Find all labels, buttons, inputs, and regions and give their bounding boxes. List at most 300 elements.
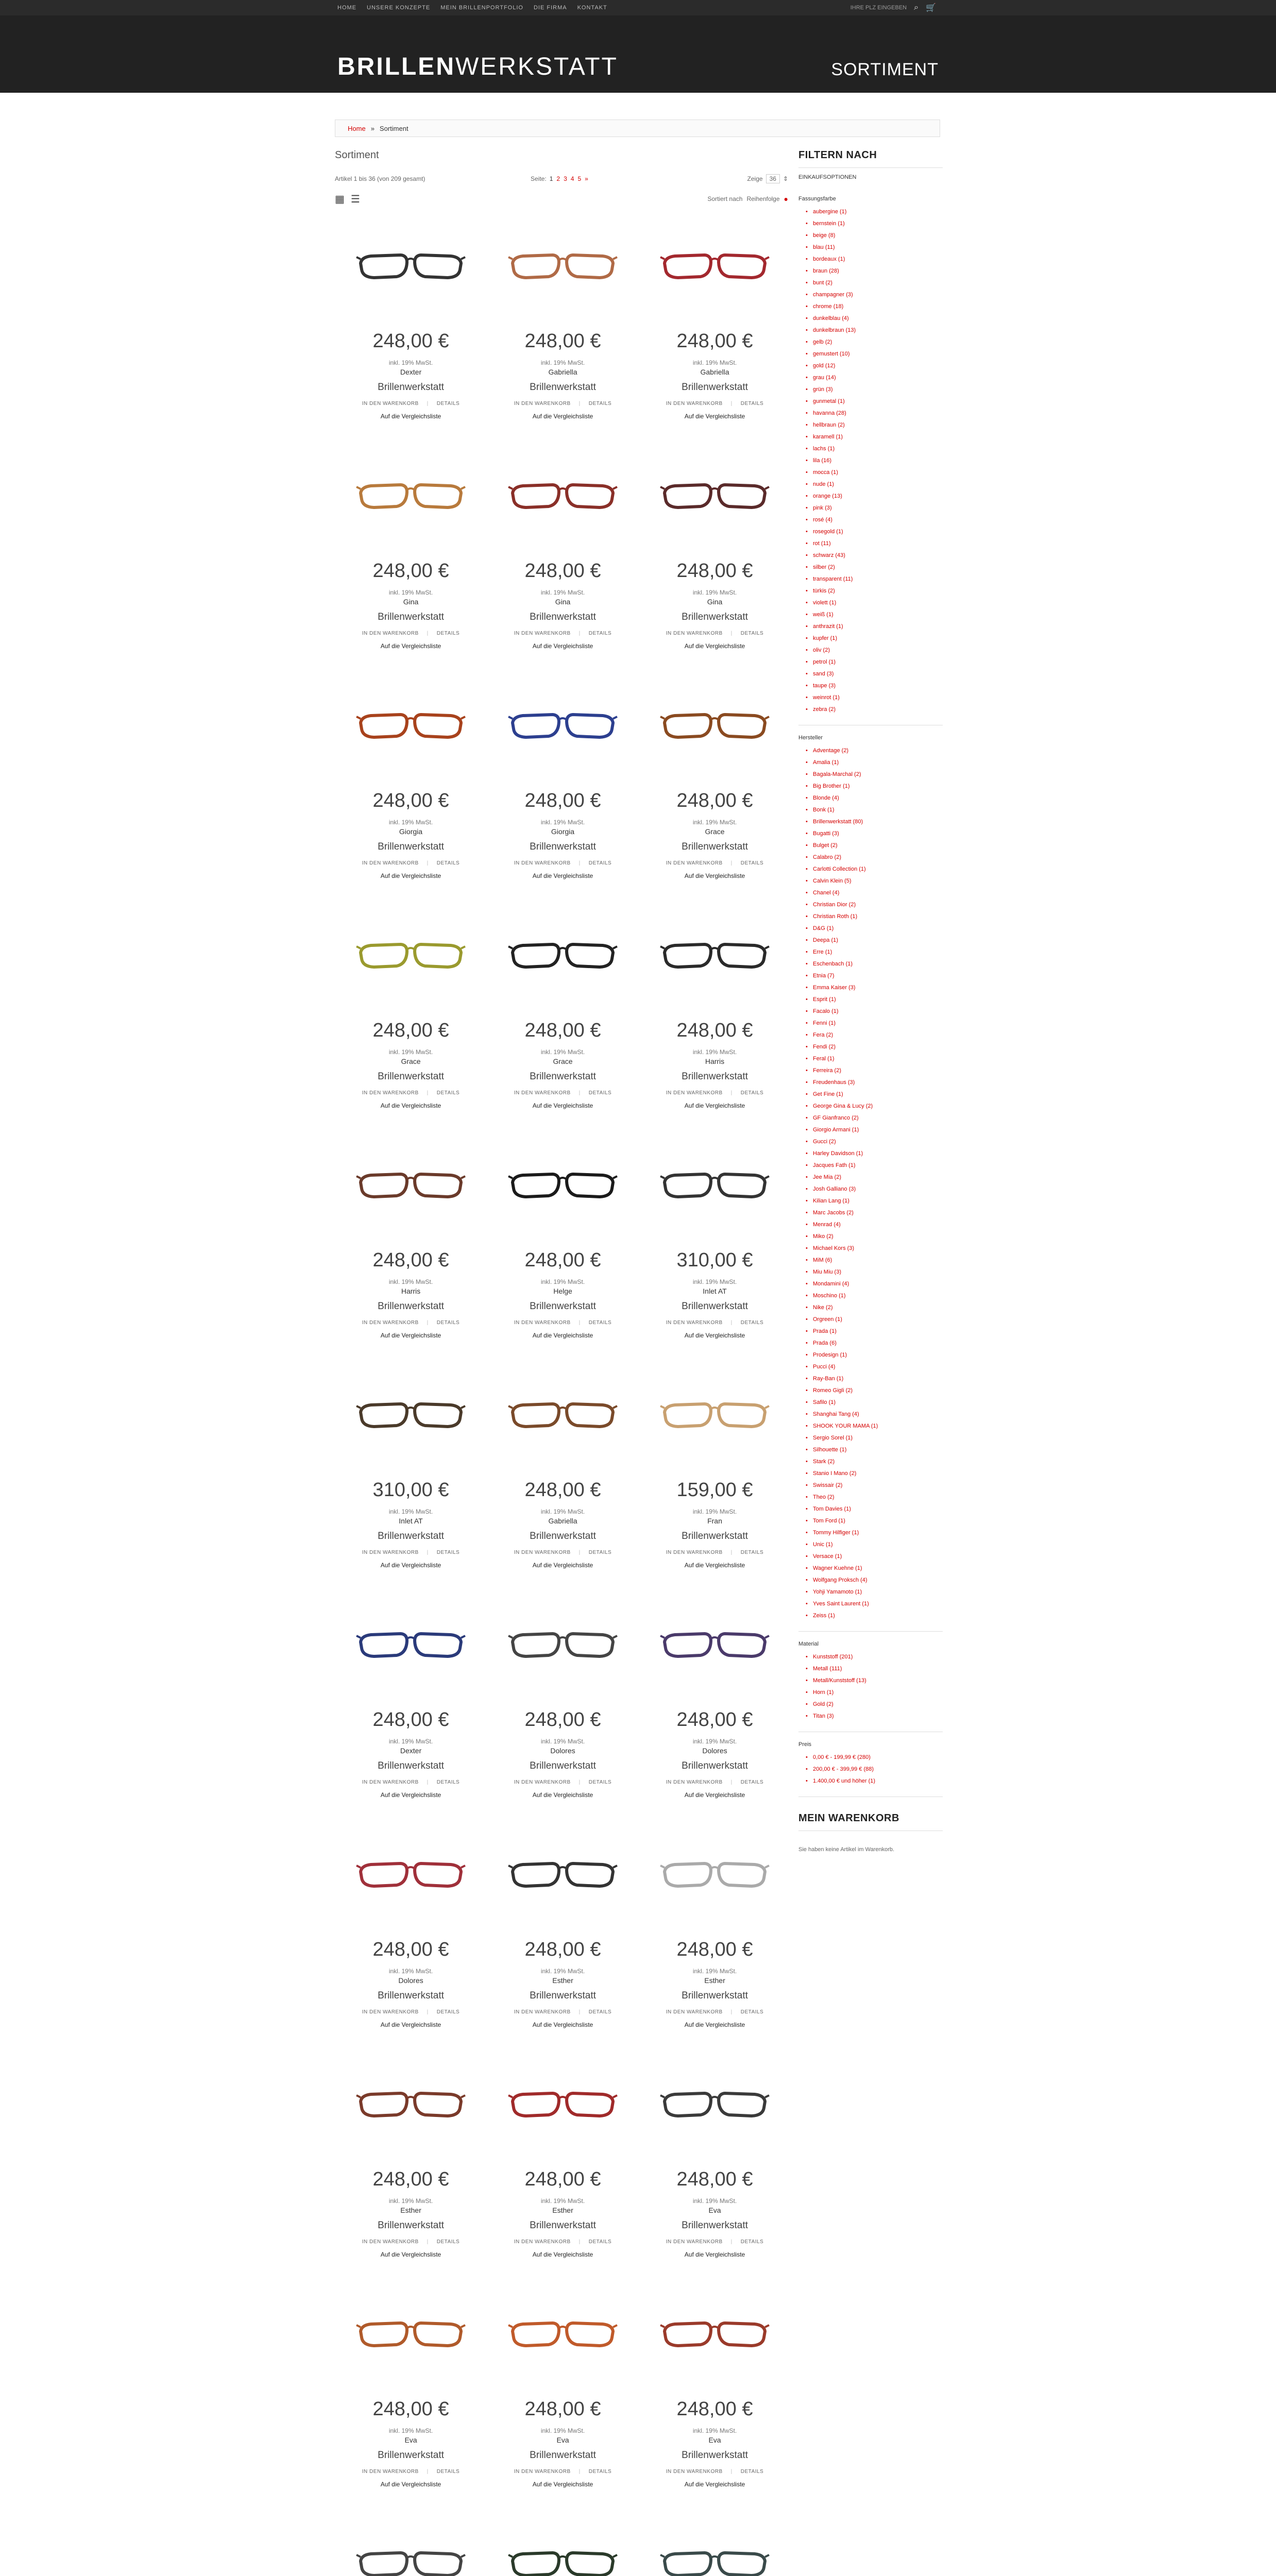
nav-konzepte[interactable]: UNSERE KONZEPTE: [367, 5, 431, 11]
show-select[interactable]: 36: [766, 174, 780, 183]
filter-material-item[interactable]: • Titan (3): [798, 1710, 943, 1722]
filter-color-item[interactable]: • bernstein (1): [798, 218, 943, 230]
glasses-image[interactable]: [507, 2540, 618, 2576]
filter-maker-item[interactable]: • Freudenhaus (3): [798, 1077, 943, 1089]
page-5[interactable]: 5: [577, 175, 582, 182]
product-name[interactable]: Gina: [707, 598, 723, 606]
details-link[interactable]: DETAILS: [740, 1320, 764, 1326]
add-to-cart-link[interactable]: IN DEN WARENKORB: [514, 1550, 571, 1555]
details-link[interactable]: DETAILS: [588, 1320, 612, 1326]
compare-link[interactable]: Auf die Vergleichsliste: [532, 2251, 593, 2258]
filter-color-item[interactable]: • aubergine (1): [798, 206, 943, 218]
product-card[interactable]: [639, 2285, 791, 2515]
product-name[interactable]: Dolores: [550, 1747, 575, 1755]
glasses-image[interactable]: [355, 2081, 466, 2127]
compare-link[interactable]: Auf die Vergleichsliste: [532, 1332, 593, 1339]
filter-material-item[interactable]: • Horn (1): [798, 1687, 943, 1699]
filter-color-item[interactable]: • lila (16): [798, 455, 943, 467]
product-card[interactable]: [335, 1136, 487, 1366]
details-link[interactable]: DETAILS: [740, 2239, 764, 2245]
filter-maker-item[interactable]: • Deepa (1): [798, 935, 943, 946]
filter-color-item[interactable]: • oliv (2): [798, 645, 943, 656]
filter-color-item[interactable]: • anthrazit (1): [798, 621, 943, 633]
details-link[interactable]: DETAILS: [588, 631, 612, 636]
filter-maker-item[interactable]: • Etnia (7): [798, 970, 943, 982]
filter-maker-item[interactable]: • Michael Kors (3): [798, 1243, 943, 1255]
filter-maker-item[interactable]: • Miu Miu (3): [798, 1266, 943, 1278]
filter-maker-item[interactable]: • Fenni (1): [798, 1018, 943, 1029]
cart-icon[interactable]: 🛒: [926, 4, 936, 12]
product-card[interactable]: [335, 1825, 487, 2055]
filter-maker-item[interactable]: • Feral (1): [798, 1053, 943, 1065]
filter-maker-item[interactable]: • Amalia (1): [798, 757, 943, 769]
details-link[interactable]: DETAILS: [436, 860, 460, 866]
add-to-cart-link[interactable]: IN DEN WARENKORB: [666, 1090, 723, 1096]
add-to-cart-link[interactable]: IN DEN WARENKORB: [666, 2239, 723, 2245]
compare-link[interactable]: Auf die Vergleichsliste: [380, 872, 441, 879]
product-card[interactable]: [639, 2055, 791, 2285]
grid-view-icon[interactable]: ▦: [335, 193, 345, 205]
product-name[interactable]: Giorgia: [551, 827, 575, 836]
page-next[interactable]: »: [585, 175, 588, 182]
product-card[interactable]: [639, 906, 791, 1136]
product-name[interactable]: Grace: [705, 827, 725, 836]
add-to-cart-link[interactable]: IN DEN WARENKORB: [666, 631, 723, 636]
filter-maker-item[interactable]: • Fera (2): [798, 1029, 943, 1041]
filter-maker-item[interactable]: • Theo (2): [798, 1492, 943, 1503]
glasses-image[interactable]: [507, 702, 618, 749]
filter-maker-item[interactable]: • Pucci (4): [798, 1361, 943, 1373]
filter-maker-item[interactable]: • Sergio Sorel (1): [798, 1432, 943, 1444]
add-to-cart-link[interactable]: IN DEN WARENKORB: [514, 631, 571, 636]
filter-maker-item[interactable]: • GF Gianfranco (2): [798, 1112, 943, 1124]
filter-maker-item[interactable]: • Calabro (2): [798, 852, 943, 863]
add-to-cart-link[interactable]: IN DEN WARENKORB: [362, 1550, 419, 1555]
details-link[interactable]: DETAILS: [740, 1090, 764, 1096]
details-link[interactable]: DETAILS: [588, 2009, 612, 2015]
compare-link[interactable]: Auf die Vergleichsliste: [380, 2251, 441, 2258]
filter-color-item[interactable]: • mocca (1): [798, 467, 943, 479]
product-name[interactable]: Harris: [705, 1057, 725, 1065]
add-to-cart-link[interactable]: IN DEN WARENKORB: [514, 860, 571, 866]
filter-color-item[interactable]: • türkis (2): [798, 585, 943, 597]
product-name[interactable]: Dexter: [400, 368, 422, 376]
filter-material-item[interactable]: • Gold (2): [798, 1699, 943, 1710]
details-link[interactable]: DETAILS: [436, 2469, 460, 2475]
filter-maker-item[interactable]: • Safilo (1): [798, 1397, 943, 1409]
product-name[interactable]: Gabriella: [548, 1517, 577, 1525]
compare-link[interactable]: Auf die Vergleichsliste: [684, 872, 745, 879]
filter-maker-item[interactable]: • Fendi (2): [798, 1041, 943, 1053]
product-card[interactable]: [335, 2515, 487, 2576]
filter-maker-item[interactable]: • Swissair (2): [798, 1480, 943, 1492]
product-card[interactable]: [335, 2285, 487, 2515]
filter-maker-item[interactable]: • Jee Mia (2): [798, 1172, 943, 1183]
product-card[interactable]: [335, 1596, 487, 1825]
compare-link[interactable]: Auf die Vergleichsliste: [684, 413, 745, 420]
glasses-image[interactable]: [507, 1851, 618, 1897]
filter-material-item[interactable]: • Metall (111): [798, 1663, 943, 1675]
details-link[interactable]: DETAILS: [588, 1780, 612, 1785]
glasses-image[interactable]: [355, 1851, 466, 1897]
filter-material-item[interactable]: • Metall/Kunststoff (13): [798, 1675, 943, 1687]
filter-maker-item[interactable]: • Menrad (4): [798, 1219, 943, 1231]
product-name[interactable]: Dolores: [398, 1976, 423, 1985]
filter-maker-item[interactable]: • Mondamini (4): [798, 1278, 943, 1290]
compare-link[interactable]: Auf die Vergleichsliste: [380, 1791, 441, 1799]
product-card[interactable]: [487, 906, 639, 1136]
glasses-image[interactable]: [355, 1392, 466, 1438]
filter-maker-item[interactable]: • Eschenbach (1): [798, 958, 943, 970]
filter-color-item[interactable]: • lachs (1): [798, 443, 943, 455]
filter-color-item[interactable]: • zebra (2): [798, 704, 943, 716]
filter-maker-item[interactable]: • Ferreira (2): [798, 1065, 943, 1077]
filter-maker-item[interactable]: • Stark (2): [798, 1456, 943, 1468]
compare-link[interactable]: Auf die Vergleichsliste: [532, 1791, 593, 1799]
product-card[interactable]: [487, 447, 639, 676]
product-name[interactable]: Esther: [704, 1976, 725, 1985]
filter-maker-item[interactable]: • Emma Kaiser (3): [798, 982, 943, 994]
filter-maker-item[interactable]: • Yves Saint Laurent (1): [798, 1598, 943, 1610]
filter-color-item[interactable]: • gunmetal (1): [798, 396, 943, 408]
filter-color-item[interactable]: • nude (1): [798, 479, 943, 490]
filter-color-item[interactable]: • sand (3): [798, 668, 943, 680]
filter-color-item[interactable]: • grau (14): [798, 372, 943, 384]
filter-color-item[interactable]: • bordeaux (1): [798, 253, 943, 265]
filter-maker-item[interactable]: • Stanio I Mano (2): [798, 1468, 943, 1480]
details-link[interactable]: DETAILS: [740, 1780, 764, 1785]
filter-maker-item[interactable]: • Erre (1): [798, 946, 943, 958]
product-name[interactable]: Gabriella: [700, 368, 729, 376]
nav-firma[interactable]: DIE FIRMA: [533, 5, 567, 11]
filter-maker-item[interactable]: • Facalo (1): [798, 1006, 943, 1018]
filter-price-item[interactable]: • 0,00 € - 199,99 € (280): [798, 1752, 943, 1764]
product-name[interactable]: Grace: [401, 1057, 421, 1065]
compare-link[interactable]: Auf die Vergleichsliste: [684, 2481, 745, 2488]
glasses-image[interactable]: [355, 2540, 466, 2576]
glasses-image[interactable]: [659, 472, 770, 519]
product-name[interactable]: Eva: [708, 2436, 721, 2444]
filter-maker-item[interactable]: • Ray-Ban (1): [798, 1373, 943, 1385]
product-name[interactable]: Gina: [555, 598, 571, 606]
glasses-image[interactable]: [659, 1621, 770, 1668]
filter-maker-item[interactable]: • Kilian Lang (1): [798, 1195, 943, 1207]
product-card[interactable]: [639, 1825, 791, 2055]
filter-maker-item[interactable]: • Wolfgang Proksch (4): [798, 1574, 943, 1586]
filter-color-item[interactable]: • kupfer (1): [798, 633, 943, 645]
filter-maker-item[interactable]: • Nike (2): [798, 1302, 943, 1314]
product-card[interactable]: [639, 1136, 791, 1366]
glasses-image[interactable]: [507, 472, 618, 519]
breadcrumb-home[interactable]: Home: [348, 124, 366, 132]
product-name[interactable]: Dolores: [702, 1747, 727, 1755]
filter-color-item[interactable]: • gemustert (10): [798, 348, 943, 360]
filter-material-item[interactable]: • Kunststoff (201): [798, 1651, 943, 1663]
filter-maker-item[interactable]: • Bonk (1): [798, 804, 943, 816]
filter-maker-item[interactable]: • Orgreen (1): [798, 1314, 943, 1326]
add-to-cart-link[interactable]: IN DEN WARENKORB: [362, 2469, 419, 2475]
filter-color-item[interactable]: • pink (3): [798, 502, 943, 514]
filter-maker-item[interactable]: • Romeo Gigli (2): [798, 1385, 943, 1397]
product-card[interactable]: [487, 1366, 639, 1596]
details-link[interactable]: DETAILS: [436, 1320, 460, 1326]
add-to-cart-link[interactable]: IN DEN WARENKORB: [362, 631, 419, 636]
add-to-cart-link[interactable]: IN DEN WARENKORB: [514, 401, 571, 406]
add-to-cart-link[interactable]: IN DEN WARENKORB: [514, 1090, 571, 1096]
details-link[interactable]: DETAILS: [588, 2239, 612, 2245]
filter-maker-item[interactable]: • Carlotti Collection (1): [798, 863, 943, 875]
details-link[interactable]: DETAILS: [740, 401, 764, 406]
product-card[interactable]: [639, 676, 791, 906]
product-card[interactable]: [487, 2055, 639, 2285]
details-link[interactable]: DETAILS: [436, 2009, 460, 2015]
filter-price-item[interactable]: • 200,00 € - 399,99 € (88): [798, 1764, 943, 1775]
nav-home[interactable]: HOME: [337, 5, 356, 11]
glasses-image[interactable]: [355, 932, 466, 978]
product-name[interactable]: Inlet AT: [399, 1517, 423, 1525]
add-to-cart-link[interactable]: IN DEN WARENKORB: [514, 2469, 571, 2475]
nav-portfolio[interactable]: MEIN BRILLENPORTFOLIO: [440, 5, 523, 11]
glasses-image[interactable]: [659, 243, 770, 289]
product-card[interactable]: [487, 1825, 639, 2055]
product-card[interactable]: [335, 447, 487, 676]
filter-color-item[interactable]: • transparent (11): [798, 573, 943, 585]
details-link[interactable]: DETAILS: [588, 401, 612, 406]
filter-maker-item[interactable]: • Jacques Fath (1): [798, 1160, 943, 1172]
add-to-cart-link[interactable]: IN DEN WARENKORB: [666, 401, 723, 406]
product-name[interactable]: Eva: [556, 2436, 569, 2444]
filter-maker-item[interactable]: • Adventage (2): [798, 745, 943, 757]
glasses-image[interactable]: [659, 2311, 770, 2357]
compare-link[interactable]: Auf die Vergleichsliste: [380, 2021, 441, 2028]
filter-maker-item[interactable]: • Miko (2): [798, 1231, 943, 1243]
details-link[interactable]: DETAILS: [740, 2009, 764, 2015]
add-to-cart-link[interactable]: IN DEN WARENKORB: [362, 1780, 419, 1785]
page-3[interactable]: 3: [564, 175, 567, 182]
details-link[interactable]: DETAILS: [588, 860, 612, 866]
filter-maker-item[interactable]: • Christian Roth (1): [798, 911, 943, 923]
glasses-image[interactable]: [659, 1851, 770, 1897]
product-name[interactable]: Gina: [403, 598, 419, 606]
filter-maker-item[interactable]: • Prada (6): [798, 1337, 943, 1349]
filter-maker-item[interactable]: • MiM (6): [798, 1255, 943, 1266]
filter-maker-item[interactable]: • Tom Ford (1): [798, 1515, 943, 1527]
glasses-image[interactable]: [507, 1621, 618, 1668]
glasses-image[interactable]: [507, 2311, 618, 2357]
nav-kontakt[interactable]: KONTAKT: [577, 5, 607, 11]
product-name[interactable]: Giorgia: [399, 827, 423, 836]
product-card[interactable]: [487, 2285, 639, 2515]
product-name[interactable]: Harris: [401, 1287, 421, 1295]
details-link[interactable]: DETAILS: [436, 631, 460, 636]
product-card[interactable]: [335, 217, 487, 447]
filter-maker-item[interactable]: • Josh Galliano (3): [798, 1183, 943, 1195]
compare-link[interactable]: Auf die Vergleichsliste: [684, 2021, 745, 2028]
product-card[interactable]: [487, 1596, 639, 1825]
product-name[interactable]: Eva: [708, 2206, 721, 2214]
glasses-image[interactable]: [659, 2081, 770, 2127]
compare-link[interactable]: Auf die Vergleichsliste: [380, 1102, 441, 1109]
add-to-cart-link[interactable]: IN DEN WARENKORB: [362, 401, 419, 406]
filter-color-item[interactable]: • blau (11): [798, 242, 943, 253]
filter-color-item[interactable]: • petrol (1): [798, 656, 943, 668]
filter-color-item[interactable]: • havanna (28): [798, 408, 943, 419]
filter-maker-item[interactable]: • Bulget (2): [798, 840, 943, 852]
filter-maker-item[interactable]: • D&G (1): [798, 923, 943, 935]
add-to-cart-link[interactable]: IN DEN WARENKORB: [666, 1550, 723, 1555]
filter-maker-item[interactable]: • Big Brother (1): [798, 781, 943, 792]
glasses-image[interactable]: [355, 1162, 466, 1208]
filter-color-item[interactable]: • dunkelblau (4): [798, 313, 943, 325]
details-link[interactable]: DETAILS: [436, 1780, 460, 1785]
filter-maker-item[interactable]: • Harley Davidson (1): [798, 1148, 943, 1160]
details-link[interactable]: DETAILS: [588, 2469, 612, 2475]
filter-maker-item[interactable]: • Prada (1): [798, 1326, 943, 1337]
product-name[interactable]: Grace: [553, 1057, 573, 1065]
details-link[interactable]: DETAILS: [436, 1550, 460, 1555]
compare-link[interactable]: Auf die Vergleichsliste: [684, 2251, 745, 2258]
compare-link[interactable]: Auf die Vergleichsliste: [380, 413, 441, 420]
sort-select[interactable]: Reihenfolge: [746, 195, 780, 202]
add-to-cart-link[interactable]: IN DEN WARENKORB: [514, 1780, 571, 1785]
product-name[interactable]: Esther: [400, 2206, 421, 2214]
filter-color-item[interactable]: • grün (3): [798, 384, 943, 396]
compare-link[interactable]: Auf die Vergleichsliste: [532, 1562, 593, 1569]
filter-maker-item[interactable]: • Yohji Yamamoto (1): [798, 1586, 943, 1598]
glasses-image[interactable]: [659, 1392, 770, 1438]
product-card[interactable]: [487, 2515, 639, 2576]
compare-link[interactable]: Auf die Vergleichsliste: [380, 2481, 441, 2488]
filter-color-item[interactable]: • silber (2): [798, 562, 943, 573]
add-to-cart-link[interactable]: IN DEN WARENKORB: [362, 2009, 419, 2015]
compare-link[interactable]: Auf die Vergleichsliste: [380, 1332, 441, 1339]
product-name[interactable]: Eva: [404, 2436, 417, 2444]
compare-link[interactable]: Auf die Vergleichsliste: [532, 413, 593, 420]
details-link[interactable]: DETAILS: [740, 631, 764, 636]
product-card[interactable]: [335, 1366, 487, 1596]
glasses-image[interactable]: [355, 702, 466, 749]
compare-link[interactable]: Auf die Vergleichsliste: [532, 2481, 593, 2488]
show-chevron-icon[interactable]: ⇕: [782, 175, 788, 182]
filter-maker-item[interactable]: • Blonde (4): [798, 792, 943, 804]
product-card[interactable]: [335, 2055, 487, 2285]
compare-link[interactable]: Auf die Vergleichsliste: [684, 1562, 745, 1569]
compare-link[interactable]: Auf die Vergleichsliste: [380, 642, 441, 650]
product-card[interactable]: [639, 1366, 791, 1596]
filter-color-item[interactable]: • dunkelbraun (13): [798, 325, 943, 336]
add-to-cart-link[interactable]: IN DEN WARENKORB: [666, 1780, 723, 1785]
filter-color-item[interactable]: • orange (13): [798, 490, 943, 502]
product-card[interactable]: [639, 447, 791, 676]
add-to-cart-link[interactable]: IN DEN WARENKORB: [362, 860, 419, 866]
filter-price-item[interactable]: • 1.400,00 € und höher (1): [798, 1775, 943, 1787]
details-link[interactable]: DETAILS: [740, 2469, 764, 2475]
details-link[interactable]: DETAILS: [588, 1550, 612, 1555]
product-card[interactable]: [487, 217, 639, 447]
filter-color-item[interactable]: • hellbraun (2): [798, 419, 943, 431]
add-to-cart-link[interactable]: IN DEN WARENKORB: [362, 2239, 419, 2245]
details-link[interactable]: DETAILS: [436, 2239, 460, 2245]
filter-maker-item[interactable]: • SHOOK YOUR MAMA (1): [798, 1420, 943, 1432]
glasses-image[interactable]: [355, 2311, 466, 2357]
filter-maker-item[interactable]: • Versace (1): [798, 1551, 943, 1563]
compare-link[interactable]: Auf die Vergleichsliste: [532, 642, 593, 650]
filter-maker-item[interactable]: • Moschino (1): [798, 1290, 943, 1302]
details-link[interactable]: DETAILS: [740, 1550, 764, 1555]
filter-maker-item[interactable]: • Christian Dior (2): [798, 899, 943, 911]
glasses-image[interactable]: [355, 472, 466, 519]
add-to-cart-link[interactable]: IN DEN WARENKORB: [666, 2009, 723, 2015]
filter-maker-item[interactable]: • George Gina & Lucy (2): [798, 1100, 943, 1112]
filter-color-item[interactable]: • chrome (18): [798, 301, 943, 313]
product-name[interactable]: Gabriella: [548, 368, 577, 376]
filter-maker-item[interactable]: • Tommy Hilfiger (1): [798, 1527, 943, 1539]
product-name[interactable]: Inlet AT: [703, 1287, 727, 1295]
details-link[interactable]: DETAILS: [436, 401, 460, 406]
product-name[interactable]: Dexter: [400, 1747, 422, 1755]
glasses-image[interactable]: [659, 1162, 770, 1208]
add-to-cart-link[interactable]: IN DEN WARENKORB: [514, 2239, 571, 2245]
filter-color-item[interactable]: • rot (11): [798, 538, 943, 550]
filter-color-item[interactable]: • gelb (2): [798, 336, 943, 348]
compare-link[interactable]: Auf die Vergleichsliste: [532, 2021, 593, 2028]
filter-color-item[interactable]: • bunt (2): [798, 277, 943, 289]
compare-link[interactable]: Auf die Vergleichsliste: [380, 1562, 441, 1569]
filter-color-item[interactable]: • karamell (1): [798, 431, 943, 443]
logo[interactable]: [337, 53, 618, 81]
filter-maker-item[interactable]: • Marc Jacobs (2): [798, 1207, 943, 1219]
add-to-cart-link[interactable]: IN DEN WARENKORB: [666, 1320, 723, 1326]
page-2[interactable]: 2: [556, 175, 560, 182]
filter-color-item[interactable]: • rosé (4): [798, 514, 943, 526]
filter-maker-item[interactable]: • Prodesign (1): [798, 1349, 943, 1361]
filter-maker-item[interactable]: • Zeiss (1): [798, 1610, 943, 1622]
glasses-image[interactable]: [355, 243, 466, 289]
product-card[interactable]: [487, 1136, 639, 1366]
filter-color-item[interactable]: • beige (8): [798, 230, 943, 242]
add-to-cart-link[interactable]: IN DEN WARENKORB: [514, 2009, 571, 2015]
filter-color-item[interactable]: • taupe (3): [798, 680, 943, 692]
page-1[interactable]: 1: [549, 175, 553, 182]
filter-maker-item[interactable]: • Bugatti (3): [798, 828, 943, 840]
compare-link[interactable]: Auf die Vergleichsliste: [684, 1791, 745, 1799]
details-link[interactable]: DETAILS: [588, 1090, 612, 1096]
add-to-cart-link[interactable]: IN DEN WARENKORB: [514, 1320, 571, 1326]
compare-link[interactable]: Auf die Vergleichsliste: [532, 872, 593, 879]
sort-direction-icon[interactable]: ●: [784, 195, 788, 203]
search-icon[interactable]: ⌕: [914, 3, 919, 12]
compare-link[interactable]: Auf die Vergleichsliste: [684, 1102, 745, 1109]
product-name[interactable]: Esther: [552, 1976, 573, 1985]
filter-maker-item[interactable]: • Unic (1): [798, 1539, 943, 1551]
list-view-icon[interactable]: ☰: [350, 193, 360, 205]
filter-maker-item[interactable]: • Brillenwerkstatt (80): [798, 816, 943, 828]
add-to-cart-link[interactable]: IN DEN WARENKORB: [362, 1090, 419, 1096]
compare-link[interactable]: Auf die Vergleichsliste: [684, 642, 745, 650]
filter-maker-item[interactable]: • Shanghai Tang (4): [798, 1409, 943, 1420]
filter-maker-item[interactable]: • Tom Davies (1): [798, 1503, 943, 1515]
filter-maker-item[interactable]: • Gucci (2): [798, 1136, 943, 1148]
filter-color-item[interactable]: • rosegold (1): [798, 526, 943, 538]
filter-color-item[interactable]: • violett (1): [798, 597, 943, 609]
page-4[interactable]: 4: [570, 175, 574, 182]
filter-maker-item[interactable]: • Silhouette (1): [798, 1444, 943, 1456]
filter-color-item[interactable]: • gold (12): [798, 360, 943, 372]
glasses-image[interactable]: [507, 243, 618, 289]
product-card[interactable]: [487, 676, 639, 906]
compare-link[interactable]: Auf die Vergleichsliste: [532, 1102, 593, 1109]
filter-maker-item[interactable]: • Chanel (4): [798, 887, 943, 899]
